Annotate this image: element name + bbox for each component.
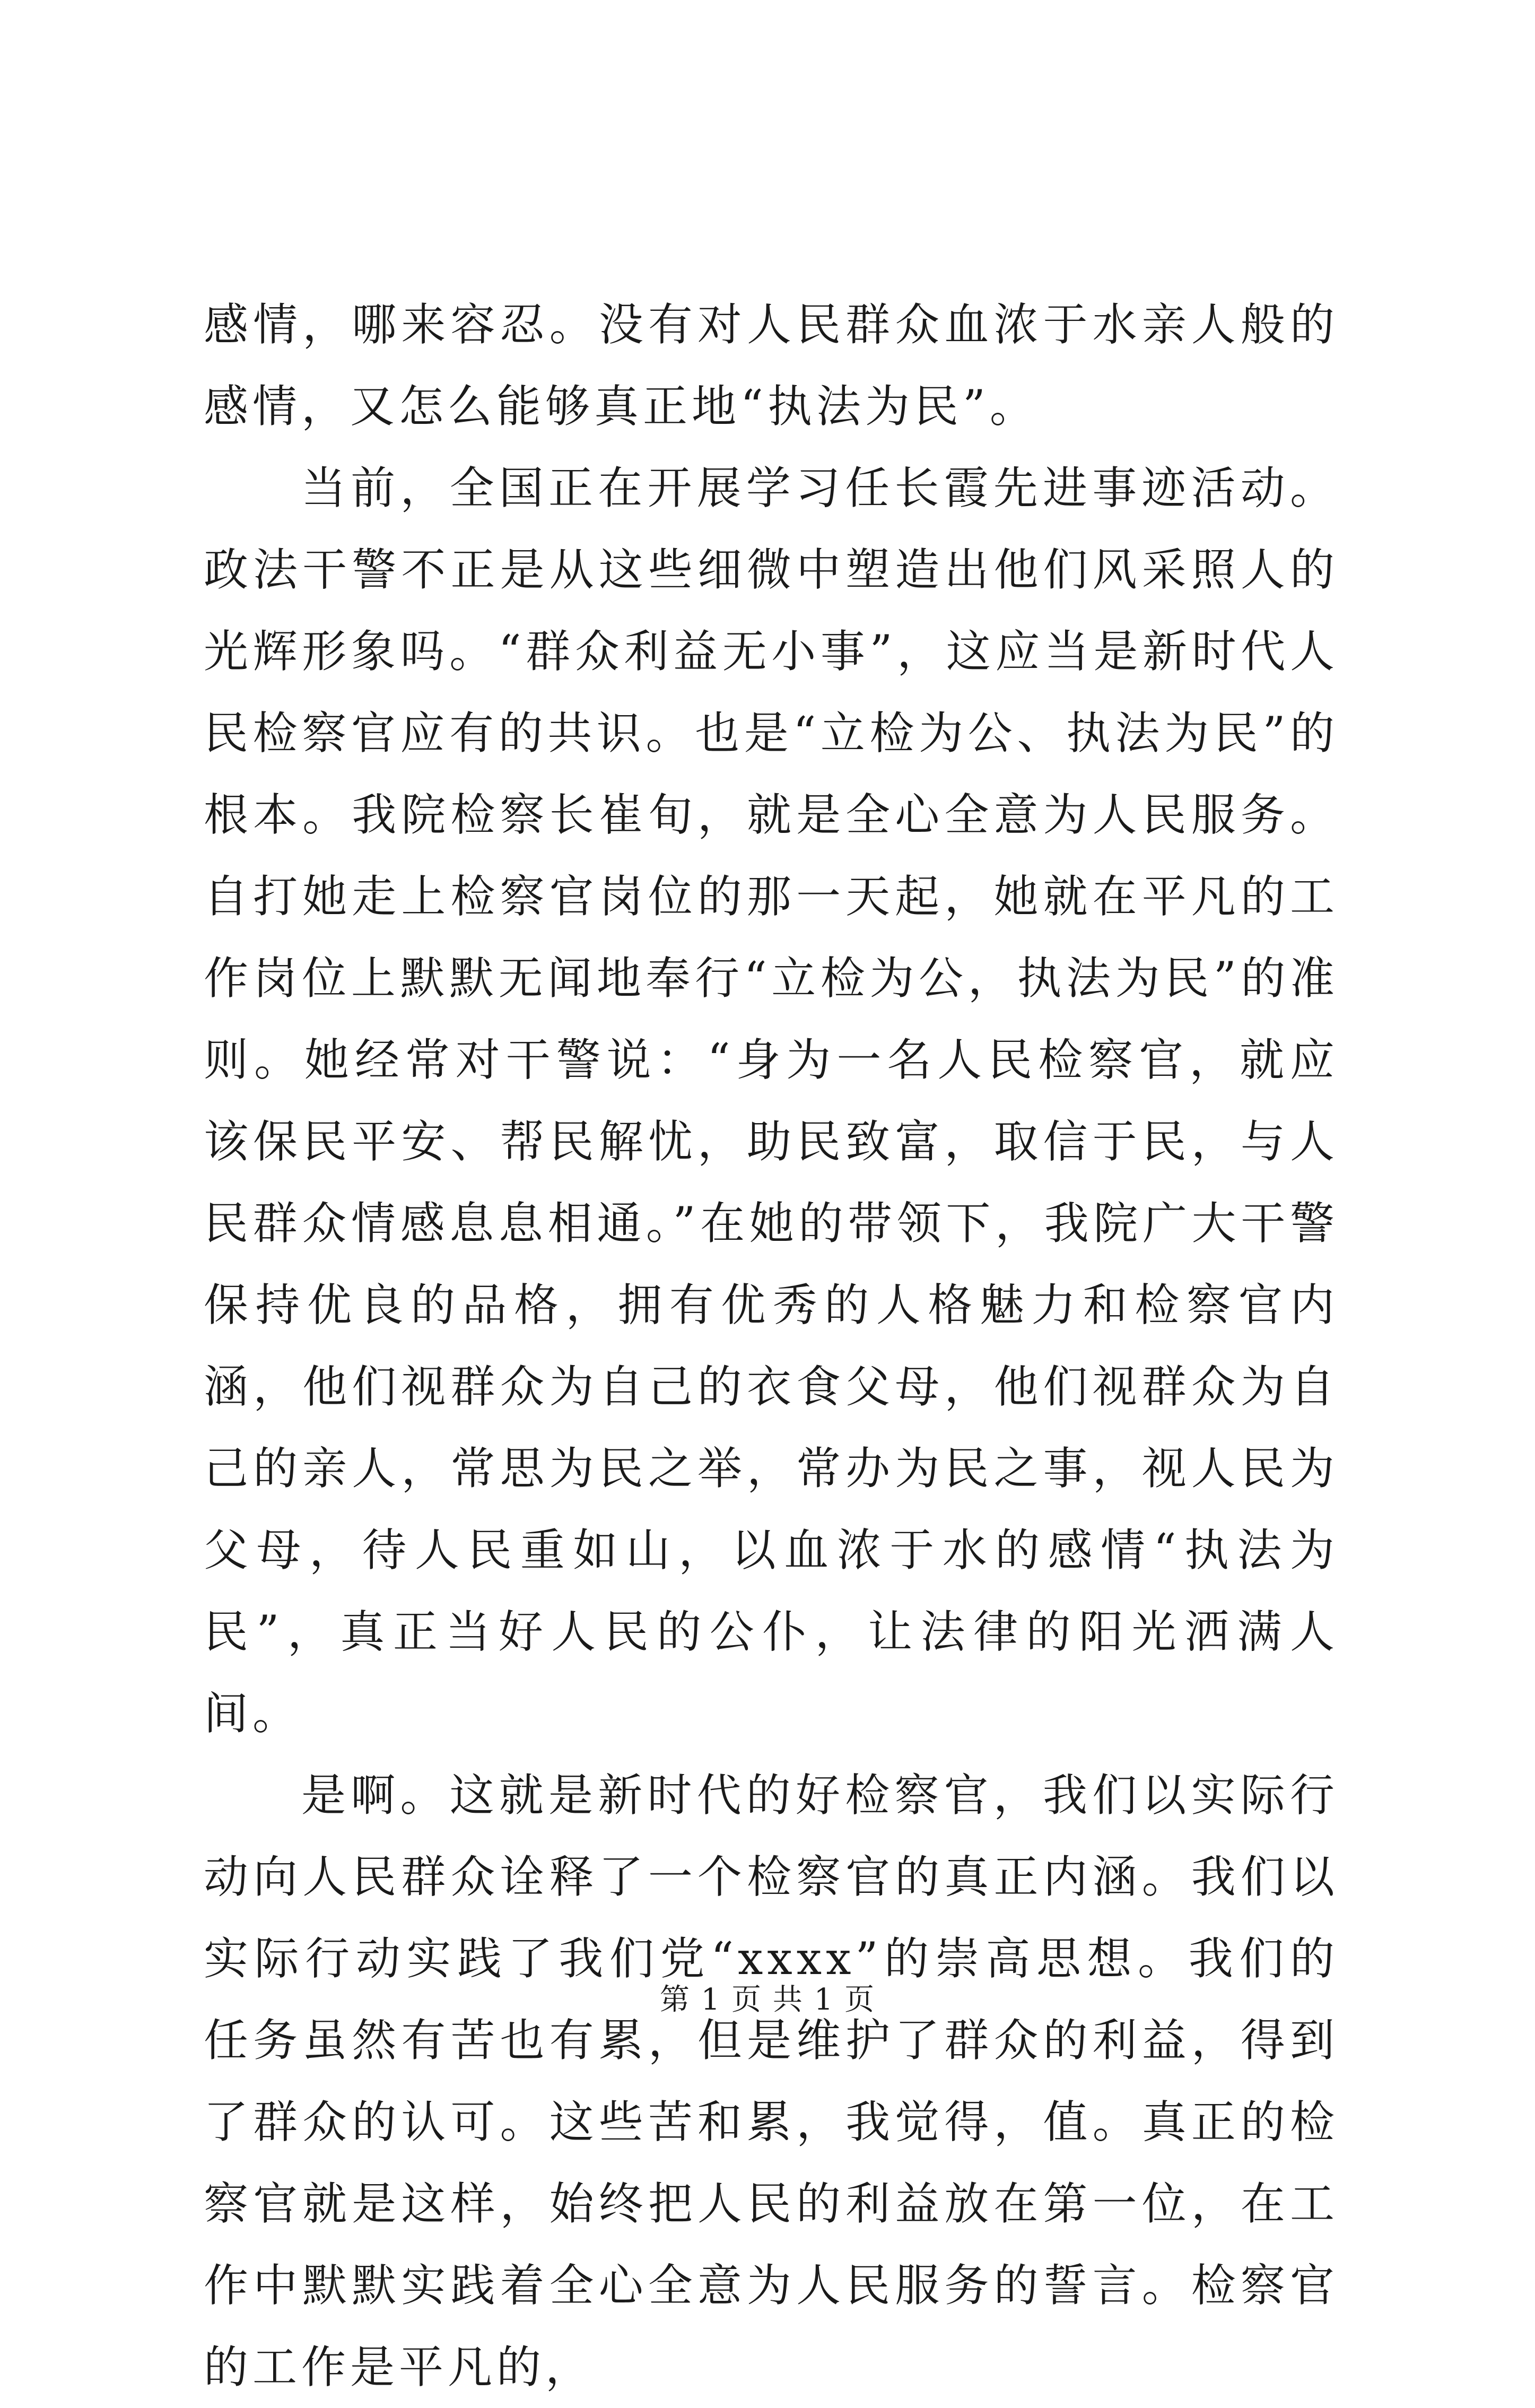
paragraph-2: 当前，全国正在开展学习任长霞先进事迹活动。政法干警不正是从这些细微中塑造出他们风采照人的光辉形象吗。“群众利益无小事”，这应当是新时代人民检察官应有的共识。也是“立检为公、执法为民”的根本。我院检察长崔旬，就是全心全意为人民服务。自打她走上检察官岗位的那一天起，她就在平凡的工作岗位上默默无闻地奉行“立检为公，执法为民”的准则。她经常对干警说：“身为一名人民检察官，就应该保民平安、帮民解忧，助民致富，取信于民，与人民群众情感息息相通。”在她的带领下，我院广大干警保持优良的品格，拥有优秀的人格魅力和检察官内涵，他们视群众为自己的衣食父母，他们视群众为自己的亲人，常思为民之举，常办为民之事，视人民为父母，待人民重如山，以血浓于水的感情“执法为民”，真正当好人民的公仆，让法律的阳光洒满人间。 bbox=[204, 462, 1339, 1740]
paragraph-1: 感情，哪来容忍。没有对人民群众血浓于水亲人般的感情，又怎么能够真正地“执法为民”。 bbox=[204, 299, 1339, 432]
page-number-footer: 第 1 页 共 1 页 bbox=[659, 1983, 876, 2017]
paragraph-3: 是啊。这就是新时代的好检察官，我们以实际行动向人民群众诠释了一个检察官的真正内涵。我们以实际行动实践了我们党“xxxx”的崇高思想。我们的任务虽然有苦也有累，但是维护了群众的利益，得到了群众的认可。这些苦和累，我觉得，值。真正的检察官就是这样，始终把人民的利益放在第一位，在工作中默默实践着全心全意为人民服务的誓言。检察官的工作是平凡的， bbox=[204, 1769, 1339, 2393]
document-body bbox=[204, 284, 1339, 2408]
